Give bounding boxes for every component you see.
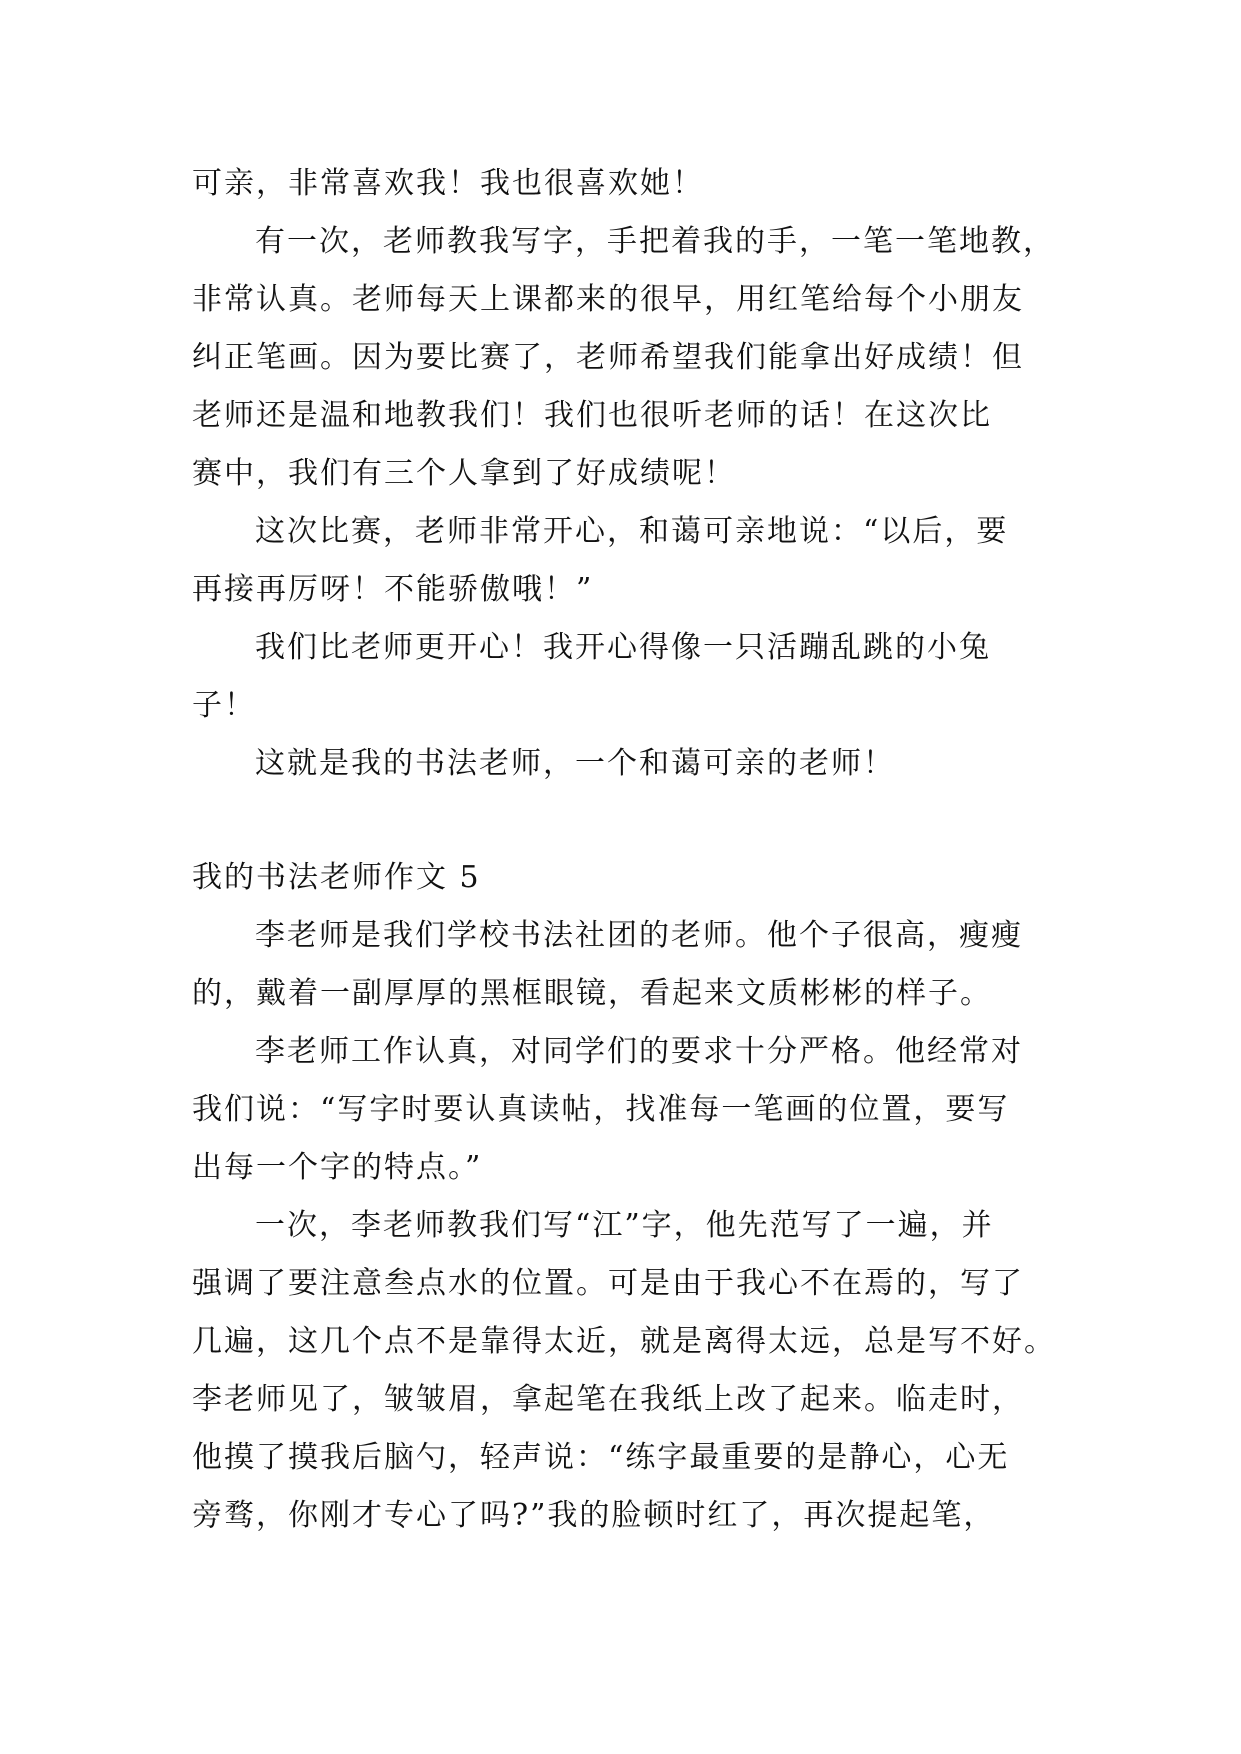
text-line: 老师还是温和地教我们！我们也很听老师的话！在这次比 bbox=[192, 398, 992, 433]
text-line: 出每一个字的特点。” bbox=[192, 1150, 483, 1185]
text-line: 李老师工作认真，对同学们的要求十分严格。他经常对 bbox=[255, 1034, 1023, 1069]
text-line: 强调了要注意叁点水的位置。可是由于我心不在焉的，写了 bbox=[192, 1266, 1024, 1301]
text-line: 纠正笔画。因为要比赛了，老师希望我们能拿出好成绩！但 bbox=[192, 340, 1024, 375]
text-line: 再接再厉呀！不能骄傲哦！” bbox=[192, 572, 594, 607]
text-line: 这次比赛，老师非常开心，和蔼可亲地说：“以后，要 bbox=[255, 514, 1009, 549]
text-line: 赛中，我们有三个人拿到了好成绩呢！ bbox=[192, 456, 736, 491]
text-line: 的，戴着一副厚厚的黑框眼镜，看起来文质彬彬的样子。 bbox=[192, 976, 992, 1011]
text-line: 我们比老师更开心！我开心得像一只活蹦乱跳的小兔 bbox=[255, 630, 991, 665]
text-line: 李老师是我们学校书法社团的老师。他个子很高，瘦瘦 bbox=[255, 918, 1023, 953]
text-line: 他摸了摸我后脑勺，轻声说：“练字最重要的是静心，心无 bbox=[192, 1440, 1010, 1475]
text-line: 几遍，这几个点不是靠得太近，就是离得太远，总是写不好。 bbox=[192, 1324, 1056, 1359]
text-line: 我们说：“写字时要认真读帖，找准每一笔画的位置，要写 bbox=[192, 1092, 1010, 1127]
text-line: 非常认真。老师每天上课都来的很早，用红笔给每个小朋友 bbox=[192, 282, 1024, 317]
text-line: 一次，李老师教我们写“江”字，他先范写了一遍，并 bbox=[255, 1208, 994, 1243]
section-title: 我的书法老师作文 5 bbox=[192, 860, 481, 895]
text-line: 旁骛，你刚才专心了吗?”我的脸顿时红了，再次提起笔， bbox=[192, 1498, 996, 1533]
text-line: 可亲，非常喜欢我！我也很喜欢她！ bbox=[192, 166, 704, 201]
text-line: 有一次，老师教我写字，手把着我的手，一笔一笔地教， bbox=[255, 224, 1055, 259]
text-line: 子！ bbox=[192, 688, 256, 723]
text-line: 这就是我的书法老师，一个和蔼可亲的老师！ bbox=[255, 746, 895, 781]
text-line: 李老师见了，皱皱眉，拿起笔在我纸上改了起来。临走时， bbox=[192, 1382, 1024, 1417]
